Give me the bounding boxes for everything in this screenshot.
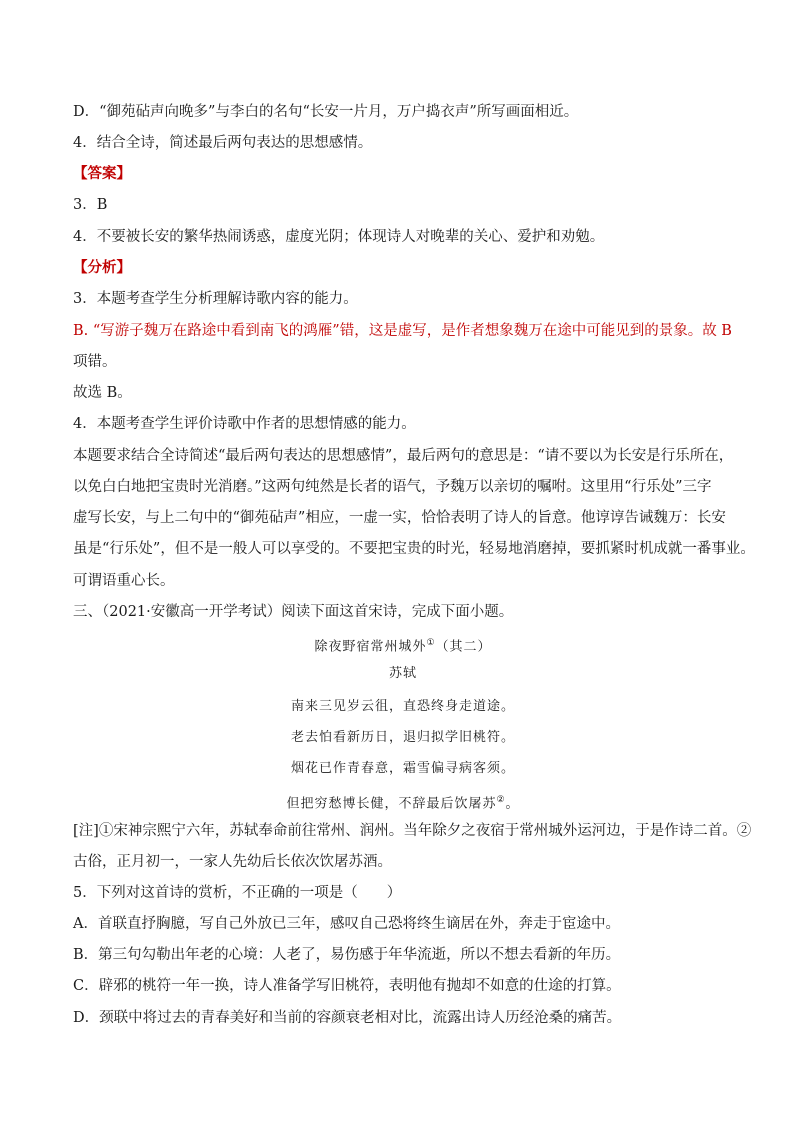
analysis-3-cont: 项错。 [73, 354, 117, 370]
poem-verse-1: 南来三见岁云徂，直恐终身走道途。 [290, 699, 515, 714]
poem-verse-3: 烟花已作青春意，霜雪偏寻病客须。 [290, 761, 515, 776]
option-b: B．第三句勾勒出年老的心境：人老了，易伤感于年华流逝，所以不想去看新的年历。 [73, 947, 621, 963]
poem-note-2: 古俗，正月初一，一家人先幼后长依次饮屠苏酒。 [73, 854, 392, 870]
option-c: C．辟邪的桃符一年一换，诗人准备学写旧桃符，表明他有抛却不如意的仕途的打算。 [73, 978, 621, 994]
analysis-4-p5: 可谓语重心长。 [73, 573, 175, 589]
poem-note-1: [注]①宋神宗熙宁六年，苏轼奉命前往常州、润州。当年除夕之夜宿于常州城外运河边，于是作诗二首。② [73, 823, 752, 839]
answer-4: 4．不要被长安的繁华热闹诱惑，虚度光阴；体现诗人对晚辈的关心、爱护和劝勉。 [73, 229, 605, 245]
poem-author: 苏轼 [388, 666, 417, 681]
question-5: 5．下列对这首诗的赏析，不正确的一项是（ ） [73, 885, 402, 901]
poem-verse-2: 老去怕看新历日，退归拟学旧桃符。 [290, 730, 515, 745]
option-d: D．颈联中将过去的青春美好和当前的容颜衰老相对比，流露出诗人历经沧桑的痛苦。 [73, 1010, 622, 1026]
analysis-4-p4: 虽是“行乐处”，但不是一般人可以享受的。不要把宝贵的时光，轻易地消磨掉，要抓紧时机成就一番事业。 [73, 541, 755, 557]
poem-title-text: 除夜野宿常州城外 [314, 639, 427, 655]
analysis-4-p1: 本题要求结合全诗简述“最后两句表达的思想感情”，最后两句的意思是：“请不要以为长安是行乐所在， [73, 448, 734, 464]
poem-verse-4-text: 但把穷愁博长健，不辞最后饮屠苏 [286, 796, 497, 812]
analysis-heading: 【分析】 [73, 259, 131, 276]
analysis-4: 4．本题考查学生评价诗歌中作者的思想情感的能力。 [73, 416, 416, 432]
poem-verse-4 [73, 789, 733, 815]
analysis-3-choice: 故选 B。 [73, 385, 132, 401]
analysis-3: 3．本题考查学生分析理解诗歌内容的能力。 [73, 291, 358, 307]
section-3-heading: 三、（2021·安徽高一开学考试）阅读下面这首宋诗，完成下面小题。 [73, 604, 514, 620]
answer-heading: 【答案】 [73, 165, 131, 182]
option-a: A．首联直抒胸臆，写自己外放已三年，感叹自己恐将终生谪居在外，奔走于宦途中。 [73, 916, 620, 932]
poem-title-suffix: （其二） [435, 639, 492, 655]
analysis-4-p3: 虚写长安，与上二句中的“御苑砧声”相应，一虚一实，恰恰表明了诗人的旨意。他谆谆告诫魏万：长安 [73, 510, 726, 526]
poem-title-note: ① [426, 638, 436, 648]
analysis-4-p2: 以免白白地把宝贵时光消磨。”这两句纯然是长者的语气，予魏万以亲切的嘱咐。这里用“行乐处”三字 [73, 479, 712, 495]
answer-3: 3．B [73, 197, 108, 213]
poem-title [73, 632, 733, 658]
question-4: 4．结合全诗，简述最后两句表达的思想感情。 [73, 135, 373, 151]
poem-verse-4-end: 。 [505, 796, 520, 812]
analysis-3-detail: B. “写游子魏万在路途中看到南飞的鸿雁”错，这是虚写，是作者想象魏万在途中可能见到的景象。故 B [73, 323, 732, 339]
option-d-line: D．“御苑砧声向晚多”与李白的名句“长安一片月，万户捣衣声”所写画面相近。 [73, 104, 579, 120]
poem-verse-4-note: ② [496, 795, 506, 805]
